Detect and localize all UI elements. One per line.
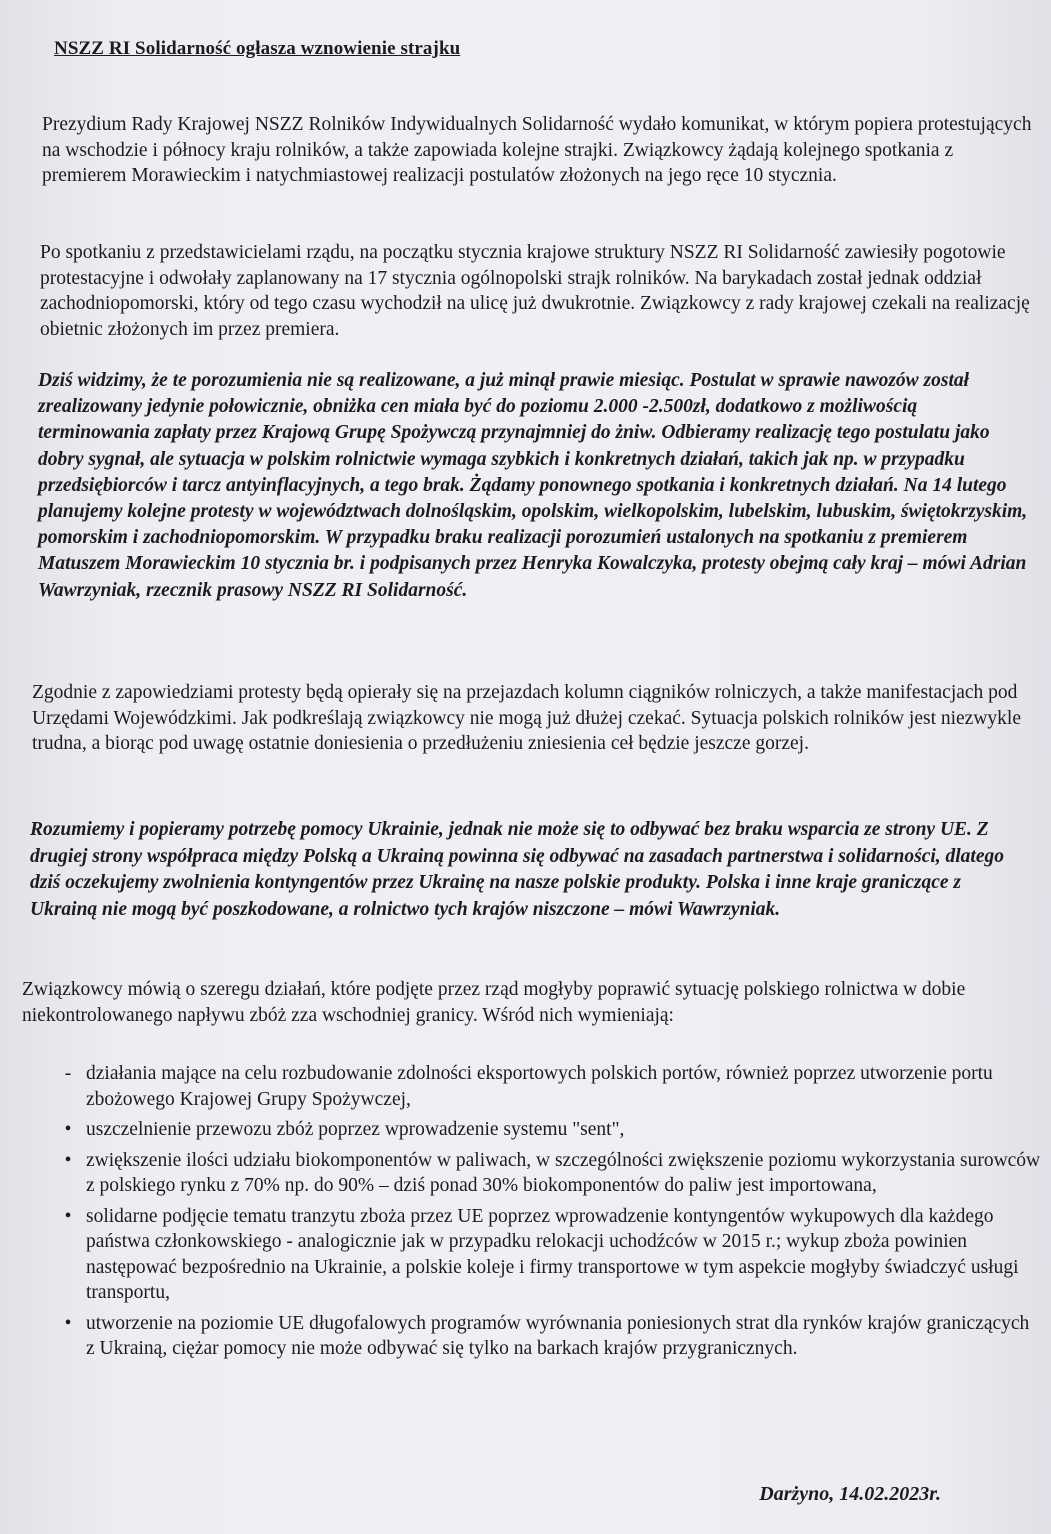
list-item xyxy=(56,1311,1041,1362)
paragraph-intro: Prezydium Rady Krajowej NSZZ Rolników Indywidualnych Solidarność wydało komunikat, w którym popiera protestujących na wschodzie i północy kraju rolników, a także zapowiada kolejne strajki. Związkowcy żądają kolejnego spotkania z premierem Morawieckim i natychmiastowej realizacji postulatów złożonych na jego ręce 10 stycznia. xyxy=(42,114,1032,186)
paragraph-background: Po spotkaniu z przedstawicielami rządu, na początku stycznia krajowe struktury NSZZ RI Solidarność zawiesiły pogotowie protestacyjne i odwołały zaplanowany na 17 stycznia ogólnopolski strajk rolników. Na barykadach został jednak oddział zachodniopomorski, który od tego czasu wychodził na ulicę już dwukrotnie. Związkowcy z rady krajowej czekali na realizację obietnic złożonych im przez premiera. xyxy=(40,242,1030,340)
list-bullet: - xyxy=(64,1063,72,1084)
list-item xyxy=(56,1061,1041,1112)
list-item-text: działania mające na celu rozbudowanie zdolności eksportowych polskich portów, również poprzez utworzenie portu zbożowego Krajowej Grupy Spożywczej, xyxy=(86,1063,993,1110)
list-item xyxy=(56,1148,1041,1199)
list-bullet: • xyxy=(64,1119,72,1140)
paragraph-protests: Zgodnie z zapowiedziami protesty będą opierały się na przejazdach kolumn ciągników rolniczych, a także manifestacjach pod Urzędami Wojewódzkimi. Jak podkreślają związkowcy nie mogą już dłużej czekać. Sytuacja polskich rolników jest niezwykle trudna, a biorąc pod uwagę ostatnie doniesienia o przedłużeniu zniesienia ceł będzie jeszcze gorzej. xyxy=(32,682,1021,754)
list-item-text: uszczelnienie przewozu zbóż poprzez wprowadzenie systemu "sent", xyxy=(86,1119,625,1140)
list-item-text: utworzenie na poziomie UE długofalowych programów wyrównania poniesionych strat dla rynków krajów graniczących z Ukrainą, ciężar pomocy nie może odbywać się tylko na barkach krajów przygranicznych. xyxy=(86,1312,1030,1359)
document-title: NSZZ RI Solidarność ogłasza wznowienie strajku xyxy=(54,38,461,59)
list-bullet: • xyxy=(64,1149,72,1171)
list-item-text: solidarne podjęcie tematu tranzytu zboża przez UE poprzez wprowadzenie kontyngentów wykupowych dla każdego państwa członkowskiego - analogicznie jak w przypadku relokacji uchodźców w 2015 r.; wykup zboża powinien następować bezpośrednio na Ukrainie, a polskie koleje i firmy transportowe w tym aspekcie mogłyby świadczyć usługi transportu, xyxy=(86,1205,1019,1303)
paragraph-quote-ukraine: Rozumiemy i popieramy potrzebę pomocy Ukrainie, jednak nie może się to odbywać bez braku wsparcia ze strony UE. Z drugiej strony współpraca między Polską a Ukrainą powinna się odbywać na zasadach partnerstwa i solidarności, dlatego dziś oczekujemy zwolnienia kontyngentów przez Ukrainę na nasze polskie produkty. Polska i inne kraje graniczące z Ukrainą nie mogą być poszkodowane, a rolnictwo tych krajów niszczone – mówi Wawrzyniak. xyxy=(30,819,1005,920)
paragraph-list-intro: Związkowcy mówią o szeregu działań, które podjęte przez rząd mogłyby poprawić sytuację polskiego rolnictwa w dobie niekontrolowanego napływu zbóż zza wschodniej granicy. Wśród nich wymieniają: xyxy=(22,979,966,1026)
list-bullet: • xyxy=(64,1205,72,1227)
paragraph-quote-spokesperson: Dziś widzimy, że te porozumienia nie są realizowane, a już minął prawie miesiąc. Postulat w sprawie nawozów został zrealizowany jedynie połowicznie, obniżka cen miała być do poziomu 2.000 -2.500zł, dodatkowo z możliwością terminowania zapłaty przez Krajową Grupę Spożywczą przynajmniej do żniw. Odbieramy realizację tego postulatu jako dobry sygnał, ale sytuacja w polskim rolnictwie wymaga szybkich i konkretnych działań, takich jak np. w przypadku przedsiębiorców i tarcz antyinflacyjnych, a tego brak. Żądamy ponownego spotkania i konkretnych działań. Na 14 lutego planujemy kolejne protesty w województwach dolnośląskim, opolskim, wielkopolskim, lubelskim, lubuskim, świętokrzyskim, pomorskim i zachodniopomorskim. W przypadku braku realizacji porozumień ustalonych na spotkaniu z premierem Matuszem Morawieckim 10 stycznia br. i podpisanych przez Henryka Kowalczyka, protesty obejmą cały kraj – mówi Adrian Wawrzyniak, rzecznik prasowy NSZZ RI Solidarność. xyxy=(38,370,1028,601)
list-bullet: • xyxy=(64,1312,72,1334)
signature-place-date: Darżyno, 14.02.2023r. xyxy=(759,1483,941,1505)
list-item xyxy=(56,1117,1041,1143)
list-item xyxy=(56,1204,1041,1306)
list-item-text: zwiększenie ilości udziału biokomponentów w paliwach, w szczególności zwiększenie poziomu wykorzystania surowców z polskiego rynku z 70% np. do 90% – dziś ponad 30% biokomponentów do paliw jest importowana, xyxy=(86,1149,1041,1196)
demands-list xyxy=(56,1061,1041,1367)
